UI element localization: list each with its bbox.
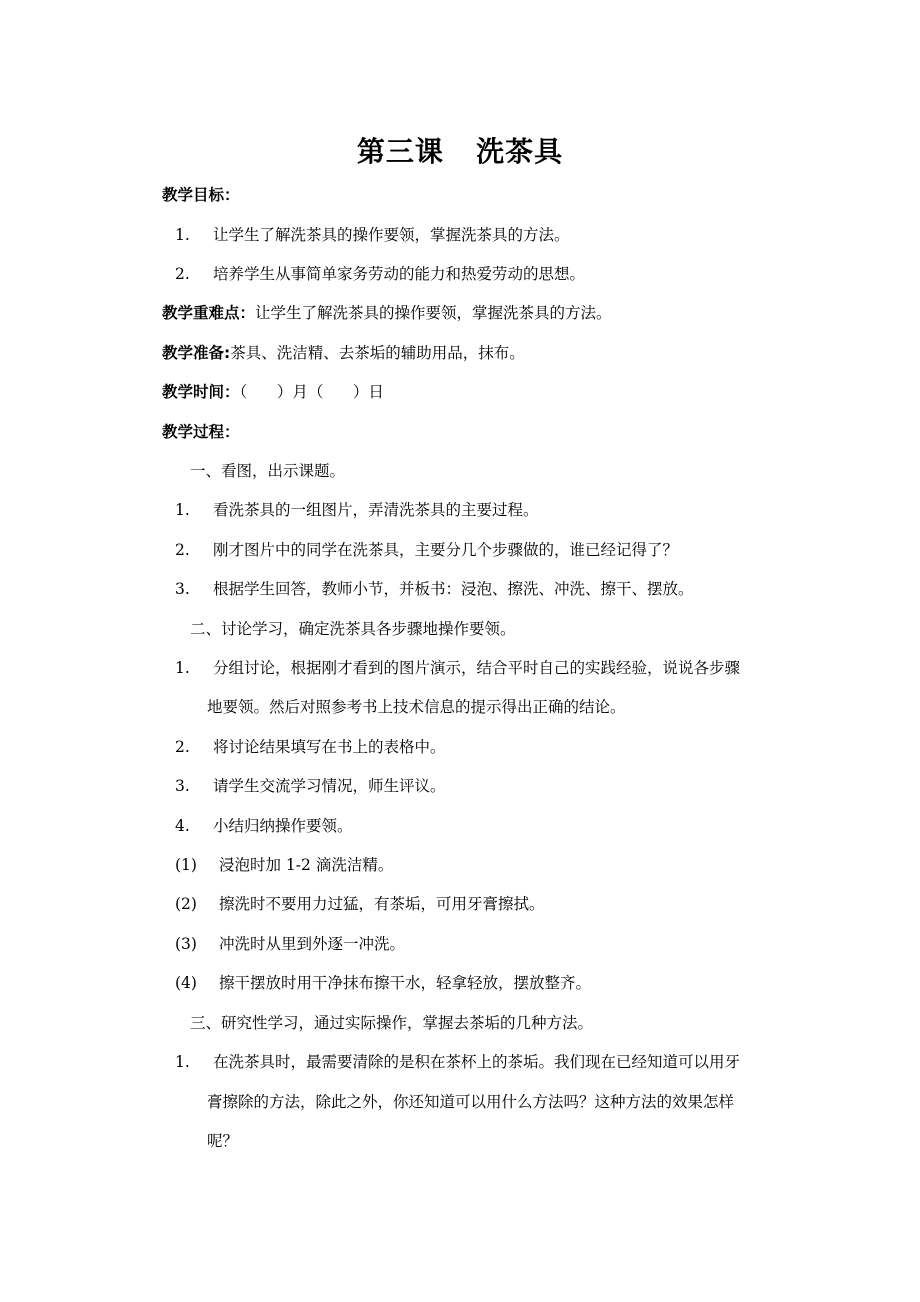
item-number: 1. <box>175 659 190 677</box>
process-heading: 教学过程： <box>162 423 240 441</box>
key-points <box>162 303 612 323</box>
item-number: 4. <box>175 817 190 835</box>
sub-item-number: (2) <box>175 895 197 913</box>
item-text-continuation: 膏擦除的方法，除此之外，你还知道可以用什么方法吗？这种方法的效果怎样 <box>207 1093 735 1111</box>
goal-number: 1. <box>175 226 190 244</box>
preparation-label: 教学准备: <box>162 344 231 362</box>
section-title: 二、讨论学习，确定洗茶具各步骤地操作要领。 <box>190 620 516 638</box>
item-text: 刚才图片中的同学在洗茶具，主要分几个步骤做的，谁已经记得了？ <box>213 541 679 559</box>
item-number: 2. <box>175 541 190 559</box>
teaching-time <box>162 382 384 402</box>
time-text: （ ）月（ ）日 <box>239 383 384 401</box>
goals-heading: 教学目标： <box>162 186 240 204</box>
goal-text: 让学生了解洗茶具的操作要领，掌握洗茶具的方法。 <box>213 226 570 244</box>
item-text: 根据学生回答，教师小节，并板书：浸泡、擦洗、冲洗、擦干、摆放。 <box>213 580 694 598</box>
item-number: 1. <box>175 501 190 519</box>
sub-item-text: 擦干摆放时用干净抹布擦干水，轻拿轻放，摆放整齐。 <box>219 974 592 992</box>
sub-item-number: (3) <box>175 935 197 953</box>
preparation-text: 茶具、洗洁精、去茶垢的辅助用品，抹布。 <box>230 344 525 362</box>
sub-item-text: 擦洗时不要用力过猛，有茶垢，可用牙膏擦拭。 <box>219 895 545 913</box>
sub-item-text: 冲洗时从里到外逐一冲洗。 <box>219 935 406 953</box>
item-number: 1. <box>175 1053 190 1071</box>
item-text: 在洗茶具时，最需要清除的是积在茶杯上的茶垢。我们现在已经知道可以用牙 <box>213 1053 741 1071</box>
time-label: 教学时间： <box>162 383 240 401</box>
section-title: 一、看图，出示课题。 <box>190 462 346 480</box>
page-title: 第三课 洗茶具 <box>356 135 564 168</box>
sub-item-number: (4) <box>175 974 197 992</box>
item-number: 3. <box>175 580 190 598</box>
item-text-continuation: 呢？ <box>207 1132 239 1150</box>
item-text: 请学生交流学习情况，师生评议。 <box>213 777 446 795</box>
preparation <box>162 343 525 363</box>
goal-number: 2. <box>175 265 190 283</box>
sub-item-number: (1) <box>175 856 197 874</box>
item-number: 2. <box>175 738 190 756</box>
item-text: 看洗茶具的一组图片，弄清洗茶具的主要过程。 <box>213 501 539 519</box>
sub-item-text: 浸泡时加 1-2 滴洗洁精。 <box>219 856 394 874</box>
item-text: 分组讨论，根据刚才看到的图片演示，结合平时自己的实践经验，说说各步骤 <box>213 659 741 677</box>
item-number: 3. <box>175 777 190 795</box>
item-text: 小结归纳操作要领。 <box>213 817 353 835</box>
key-points-text: 让学生了解洗茶具的操作要领，掌握洗茶具的方法。 <box>255 304 612 322</box>
section-title: 三、研究性学习，通过实际操作，掌握去茶垢的几种方法。 <box>190 1014 594 1032</box>
item-text: 将讨论结果填写在书上的表格中。 <box>213 738 446 756</box>
item-text-continuation: 地要领。然后对照参考书上技术信息的提示得出正确的结论。 <box>207 698 626 716</box>
goal-text: 培养学生从事简单家务劳动的能力和热爱劳动的思想。 <box>213 265 586 283</box>
key-points-label: 教学重难点： <box>162 304 256 322</box>
